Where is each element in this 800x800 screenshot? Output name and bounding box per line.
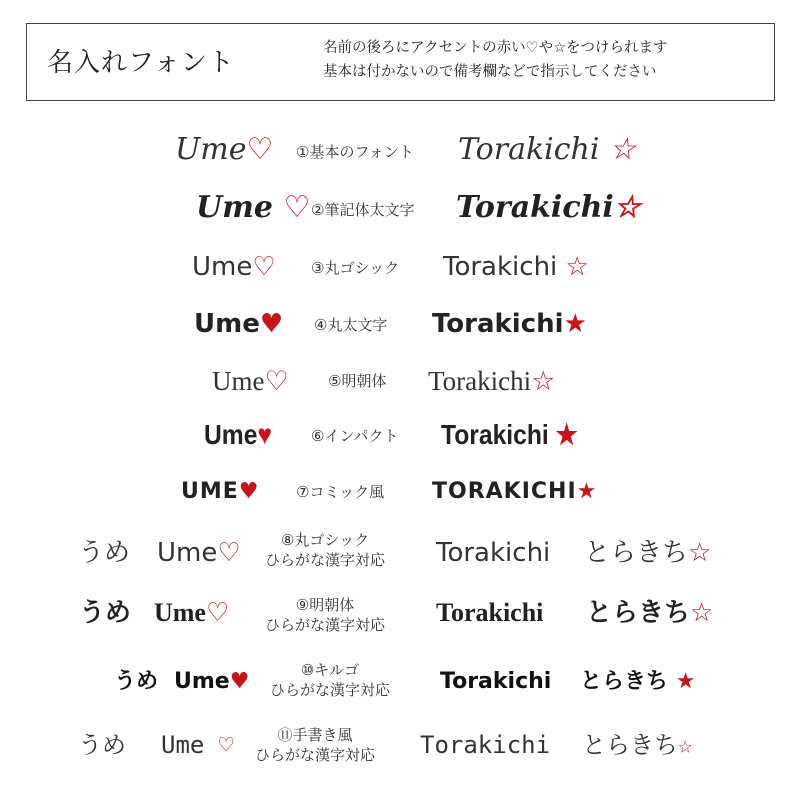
heart-outline-icon: ♡ (264, 366, 289, 396)
font-label-line2: ひらがな漢字対応 (255, 746, 376, 764)
sample-name-torakichi: Torakichi (436, 538, 551, 568)
star-filled-icon: ★ (555, 419, 578, 450)
star-outline-icon: ☆ (678, 731, 693, 759)
sample-name-ume: Ume♥ (204, 419, 273, 450)
heart-filled-icon: ♥ (259, 309, 284, 339)
sample-name-torakichi: Torakichi☆ (456, 190, 641, 225)
font-label-line1: ⑪手書き風 (277, 726, 353, 744)
font-label (265, 530, 385, 570)
sample-name-ume: Ume♡ (192, 252, 276, 282)
font-label: ④丸太文字 (314, 316, 388, 334)
heart-outline-icon: ♡ (283, 190, 311, 225)
sample-name-torakichi: Torakichi (436, 598, 544, 627)
star-outline-icon: ☆ (565, 252, 589, 282)
font-label: ①基本のフォント (296, 143, 414, 161)
sample-name-ume: Ume♥ (194, 309, 284, 339)
heart-outline-icon: ♡ (217, 538, 241, 568)
sample-name-ume: Ume♡ (212, 366, 289, 396)
sample-name-ume: Ume♡ (175, 132, 274, 167)
sample-name-ume: Ume ♡ (161, 731, 234, 759)
star-outline-icon: ☆ (690, 598, 714, 627)
font-label-line1: ⑧丸ゴシック (280, 531, 370, 549)
star-filled-icon: ★ (563, 309, 587, 339)
heart-outline-icon: ♡ (252, 252, 276, 282)
star-outline-icon: ☆ (531, 366, 556, 396)
heart-filled-icon: ♥ (257, 419, 273, 450)
font-label (270, 660, 390, 700)
sample-name-torakichi: Torakichi☆ (428, 366, 556, 396)
font-label-line2: ひらがな漢字対応 (270, 681, 391, 699)
header-box (26, 23, 775, 101)
font-label-line1: ⑨明朝体 (295, 596, 355, 614)
sample-name-ume: Ume♡ (157, 538, 241, 568)
font-label (265, 595, 385, 635)
font-label: ⑤明朝体 (328, 372, 387, 390)
sample-name-torakichi: Torakichi★ (432, 309, 587, 339)
sample-kana-torakichi: とらきち☆ (586, 598, 714, 627)
sample-name-ume: Ume ♡ (196, 190, 311, 225)
sample-name-ume: Ume♡ (154, 598, 230, 627)
sample-kana-torakichi: とらきち☆ (584, 538, 712, 568)
heart-outline-icon: ♡ (205, 598, 230, 627)
font-label: ③丸ゴシック (311, 259, 400, 277)
font-label: ⑦コミック風 (296, 483, 385, 501)
page-title: 名入れフォント (47, 48, 235, 78)
star-outline-icon: ☆ (688, 538, 712, 568)
sample-name-torakichi: Torakichi (420, 731, 551, 759)
sample-name-torakichi: Torakichi ★ (441, 419, 578, 450)
star-filled-icon: ★ (576, 479, 598, 504)
sample-name-torakichi: Torakichi ☆ (443, 252, 589, 282)
sample-kana-ume: うめ (78, 538, 131, 568)
font-label-line2: ひらがな漢字対応 (265, 551, 386, 569)
sample-kana-torakichi: とらきち☆ (582, 731, 693, 759)
star-outline-icon: ☆ (609, 132, 636, 167)
sample-name-torakichi: Torakichi ☆ (458, 132, 636, 167)
font-label: ②筆記体太文字 (311, 201, 415, 219)
sample-name-ume: UME♥ (181, 479, 260, 504)
header-note-line1: 名前の後ろにアクセントの赤い♡や☆をつけられます (323, 40, 668, 56)
sample-name-torakichi: Torakichi (440, 669, 552, 694)
star-outline-icon: ☆ (613, 190, 641, 225)
font-label (255, 725, 375, 765)
font-label-line1: ⑩キルゴ (300, 661, 360, 679)
sample-name-torakichi: TORAKICHI★ (432, 479, 598, 504)
star-filled-icon: ★ (675, 669, 696, 694)
heart-outline-icon: ♡ (218, 731, 234, 759)
heart-outline-icon: ♡ (246, 132, 274, 167)
header-note (323, 36, 668, 84)
heart-filled-icon: ♥ (238, 479, 260, 504)
sample-name-ume: Ume♥ (174, 669, 250, 694)
sample-kana-torakichi: とらきち ★ (580, 669, 696, 694)
heart-filled-icon: ♥ (229, 669, 250, 694)
header-note-line2: 基本は付かないので備考欄などで指示してください (323, 64, 657, 80)
font-label: ⑥インパクト (311, 427, 399, 445)
font-label-line2: ひらがな漢字対応 (265, 616, 386, 634)
sample-kana-ume: うめ (79, 598, 132, 627)
sample-kana-ume: うめ (78, 731, 126, 759)
sample-kana-ume: うめ (114, 669, 159, 694)
